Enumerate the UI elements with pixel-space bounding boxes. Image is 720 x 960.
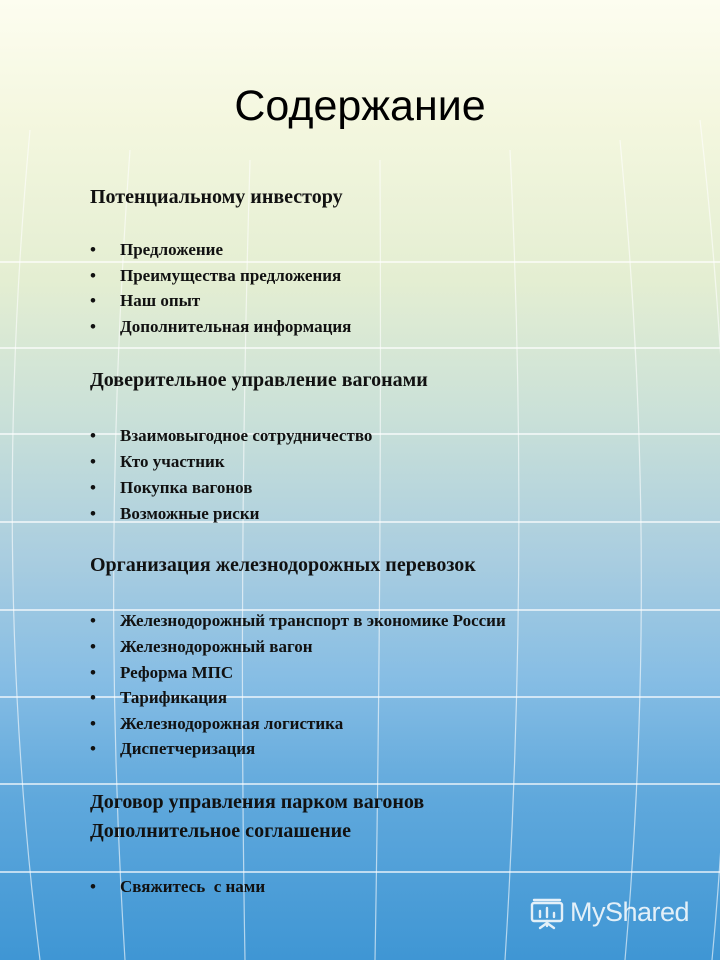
bullet-icon: • <box>90 611 96 630</box>
bullet-icon: • <box>90 688 96 707</box>
slide-title: Содержание <box>234 82 486 130</box>
section-heading-investor: Потенциальному инвестору <box>90 186 343 208</box>
bullet-icon: • <box>90 452 96 471</box>
list-item: • Наш опыт <box>90 291 201 310</box>
section-heading-fleet-contract: Договор управления парком вагонов <box>90 791 425 813</box>
bullet-icon: • <box>90 291 96 310</box>
bullet-icon: • <box>90 504 96 523</box>
list-item: • Покупка вагонов <box>90 478 253 497</box>
bullet-icon: • <box>90 240 96 259</box>
list-item: • Возможные риски <box>90 504 260 523</box>
list-item: • Кто участник <box>90 452 225 471</box>
bullet-icon: • <box>90 637 96 656</box>
watermark-logo <box>528 894 689 930</box>
bullet-icon: • <box>90 426 96 445</box>
bullet-icon: • <box>90 478 96 497</box>
section-heading-rail-transport: Организация железнодорожных перевозок <box>90 554 476 576</box>
list-item: • Взаимовыгодное сотрудничество <box>90 426 373 445</box>
section-heading-additional-agreement: Дополнительное соглашение <box>90 820 352 842</box>
list-item: • Предложение <box>90 240 223 259</box>
list-item: • Железнодорожный транспорт в экономике России <box>90 611 506 630</box>
list-item: • Преимущества предложения <box>90 266 342 285</box>
bullet-icon: • <box>90 317 96 336</box>
bullet-icon: • <box>90 663 96 682</box>
list-item: • Свяжитесь с нами <box>90 877 266 896</box>
bullet-icon: • <box>90 266 96 285</box>
presentation-board-icon <box>528 894 566 930</box>
list-item: • Железнодорожный вагон <box>90 637 313 656</box>
list-item: • Железнодорожная логистика <box>90 714 344 733</box>
list-item: • Дополнительная информация <box>90 317 352 336</box>
section-heading-trust-management: Доверительное управление вагонами <box>90 369 428 391</box>
list-item: • Диспетчеризация <box>90 739 256 758</box>
bullet-icon: • <box>90 714 96 733</box>
list-item: • Реформа МПС <box>90 663 234 682</box>
bullet-icon: • <box>90 877 96 896</box>
bullet-icon: • <box>90 739 96 758</box>
list-item: • Тарификация <box>90 688 228 707</box>
watermark-text: MyShared <box>570 896 690 927</box>
